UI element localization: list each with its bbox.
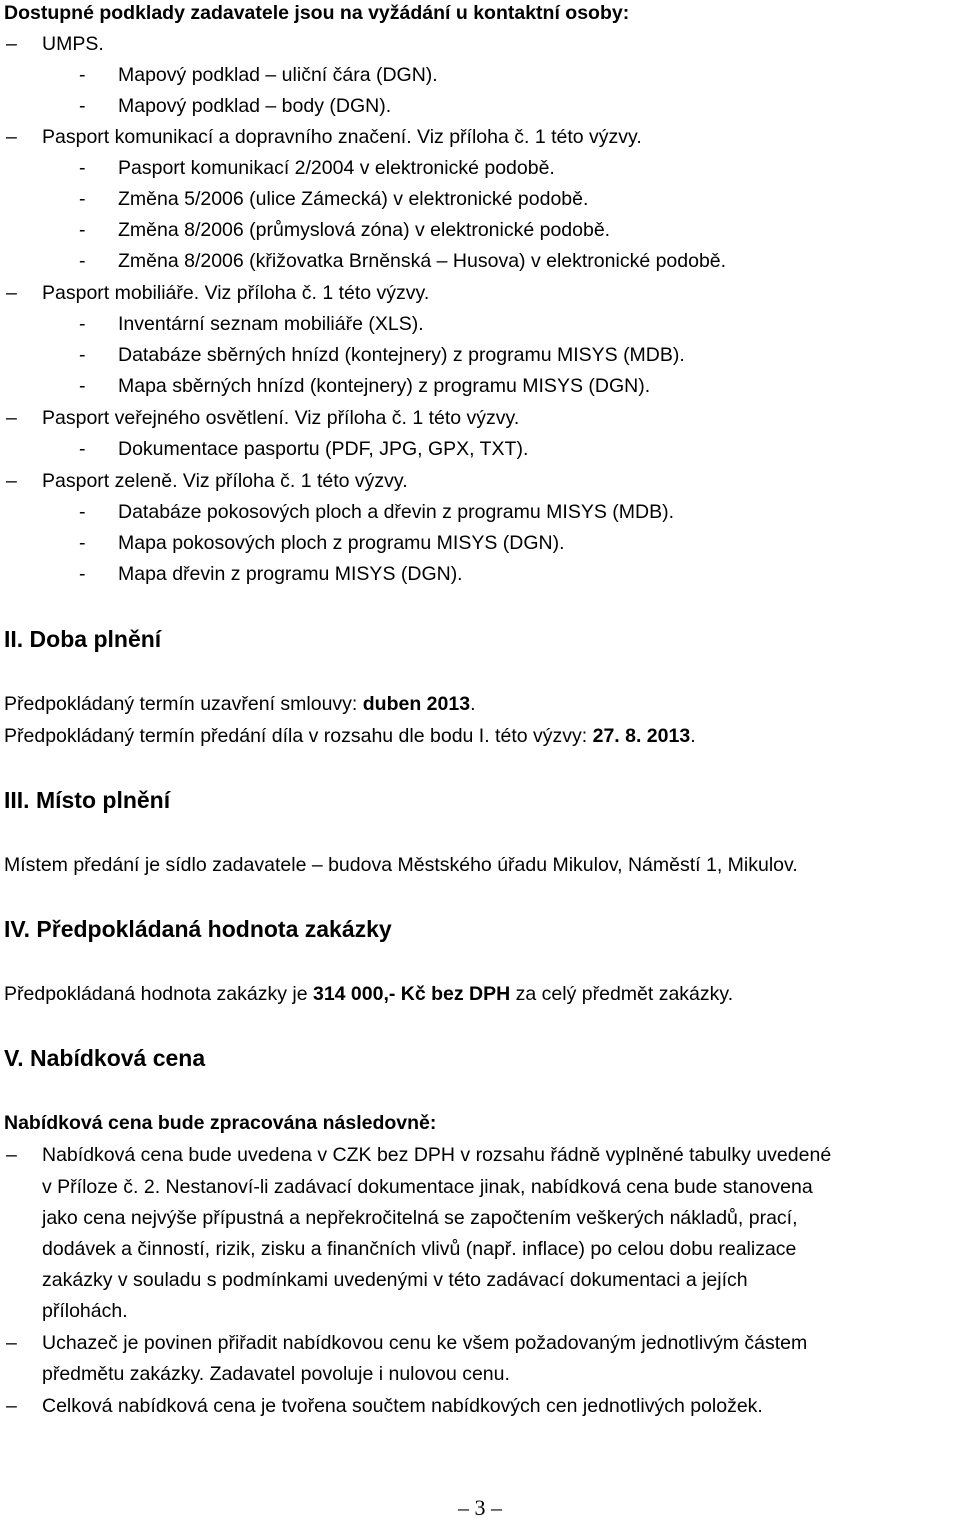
- paragraph-line: Nabídková cena bude uvedena v CZK bez DPH v rozsahu řádně vyplněné tabulky uvedené: [42, 1144, 832, 1166]
- contract-date-label: Předpokládaný termín uzavření smlouvy:: [4, 693, 363, 715]
- bullet-dash: –: [6, 1395, 17, 1417]
- list-item: Pasport mobiliáře. Viz příloha č. 1 této výzvy.: [42, 282, 430, 304]
- sub-item: Dokumentace pasportu (PDF, JPG, GPX, TXT).: [118, 438, 529, 460]
- section-heading-hodnota: IV. Předpokládaná hodnota zakázky: [4, 916, 392, 942]
- bullet-dash: –: [6, 407, 17, 429]
- paragraph-line: Uchazeč je povinen přiřadit nabídkovou cenu ke všem požadovaným jednotlivým částem: [42, 1332, 808, 1354]
- contract-date-line: [4, 691, 475, 717]
- sub-item: Změna 5/2006 (ulice Zámecká) v elektronické podobě.: [118, 188, 589, 210]
- intro-heading: Dostupné podklady zadavatele jsou na vyžádání u kontaktní osoby:: [4, 2, 630, 24]
- sub-item: Pasport komunikací 2/2004 v elektronické podobě.: [118, 157, 555, 179]
- sub-hyphen: -: [79, 344, 86, 366]
- section-heading-nabidkova-cena: V. Nabídková cena: [4, 1045, 206, 1071]
- sub-item: Mapa sběrných hnízd (kontejnery) z programu MISYS (DGN).: [118, 375, 651, 397]
- list-item: UMPS.: [42, 33, 104, 55]
- sub-hyphen: -: [79, 64, 86, 86]
- list-item: Pasport zeleně. Viz příloha č. 1 této výzvy.: [42, 470, 408, 492]
- sub-hyphen: -: [79, 501, 86, 523]
- value-suffix: za celý předmět zakázky.: [510, 983, 734, 1005]
- sub-hyphen: -: [79, 375, 86, 397]
- sub-item: Inventární seznam mobiliáře (XLS).: [118, 313, 424, 335]
- value-amount: 314 000,- Kč bez DPH: [312, 983, 511, 1005]
- contract-date-value: duben 2013: [362, 693, 471, 715]
- value-label: Předpokládaná hodnota zakázky je: [4, 983, 313, 1005]
- list-item: Pasport komunikací a dopravního značení. Viz příloha č. 1 této výzvy.: [42, 126, 642, 148]
- value-line: [4, 981, 733, 1007]
- sub-item: Změna 8/2006 (průmyslová zóna) v elektronické podobě.: [118, 219, 611, 241]
- paragraph-line: v Příloze č. 2. Nestanoví-li zadávací dokumentace jinak, nabídková cena bude stanovena: [42, 1176, 813, 1198]
- handover-date-value: 27. 8. 2013: [592, 725, 691, 747]
- sub-hyphen: -: [79, 219, 86, 241]
- sub-hyphen: -: [79, 188, 86, 210]
- sub-item: Mapový podklad – uliční čára (DGN).: [118, 64, 438, 86]
- sub-item: Mapa dřevin z programu MISYS (DGN).: [118, 563, 463, 585]
- sub-hyphen: -: [79, 313, 86, 335]
- paragraph-line: přílohách.: [42, 1300, 128, 1322]
- paragraph-line: zakázky v souladu s podmínkami uvedenými v této zadávací dokumentaci a jejích: [42, 1269, 748, 1291]
- bullet-dash: –: [6, 1144, 17, 1166]
- sub-hyphen: -: [79, 563, 86, 585]
- bullet-dash: –: [6, 33, 17, 55]
- sub-item: Databáze sběrných hnízd (kontejnery) z programu MISYS (MDB).: [118, 344, 685, 366]
- paragraph-line: jako cena nejvýše přípustná a nepřekročitelná se započtením veškerých nákladů, prací,: [42, 1207, 798, 1229]
- bullet-dash: –: [6, 282, 17, 304]
- sub-item: Změna 8/2006 (křižovatka Brněnská – Husova) v elektronické podobě.: [118, 250, 727, 272]
- sub-hyphen: -: [79, 95, 86, 117]
- handover-date-period: .: [690, 725, 696, 747]
- bullet-dash: –: [6, 126, 17, 148]
- paragraph-line: dodávek a činností, rizik, zisku a finančních vlivů (např. inflace) po celou dobu realizace: [42, 1238, 797, 1260]
- price-subheading: Nabídková cena bude zpracována následovně:: [4, 1112, 437, 1134]
- paragraph-line: předmětu zakázky. Zadavatel povoluje i nulovou cenu.: [42, 1363, 510, 1385]
- paragraph-line: Celková nabídková cena je tvořena součtem nabídkových cen jednotlivých položek.: [42, 1395, 763, 1417]
- sub-hyphen: -: [79, 250, 86, 272]
- bullet-dash: –: [6, 1332, 17, 1354]
- contract-date-period: .: [470, 693, 476, 715]
- bullet-dash: –: [6, 470, 17, 492]
- sub-item: Databáze pokosových ploch a dřevin z programu MISYS (MDB).: [118, 501, 674, 523]
- handover-date-label: Předpokládaný termín předání díla v rozsahu dle bodu I. této výzvy:: [4, 725, 593, 747]
- sub-hyphen: -: [79, 438, 86, 460]
- section-heading-misto-plneni: III. Místo plnění: [4, 787, 171, 813]
- sub-item: Mapový podklad – body (DGN).: [118, 95, 392, 117]
- page-number: – 3 –: [458, 1495, 502, 1520]
- sub-item: Mapa pokosových ploch z programu MISYS (DGN).: [118, 532, 565, 554]
- section-heading-doba-plneni: II. Doba plnění: [4, 626, 162, 652]
- handover-date-line: [4, 723, 696, 749]
- place-text: Místem předání je sídlo zadavatele – budova Městského úřadu Mikulov, Náměstí 1, Mikulov.: [4, 854, 798, 876]
- sub-hyphen: -: [79, 157, 86, 179]
- sub-hyphen: -: [79, 532, 86, 554]
- list-item: Pasport veřejného osvětlení. Viz příloha č. 1 této výzvy.: [42, 407, 520, 429]
